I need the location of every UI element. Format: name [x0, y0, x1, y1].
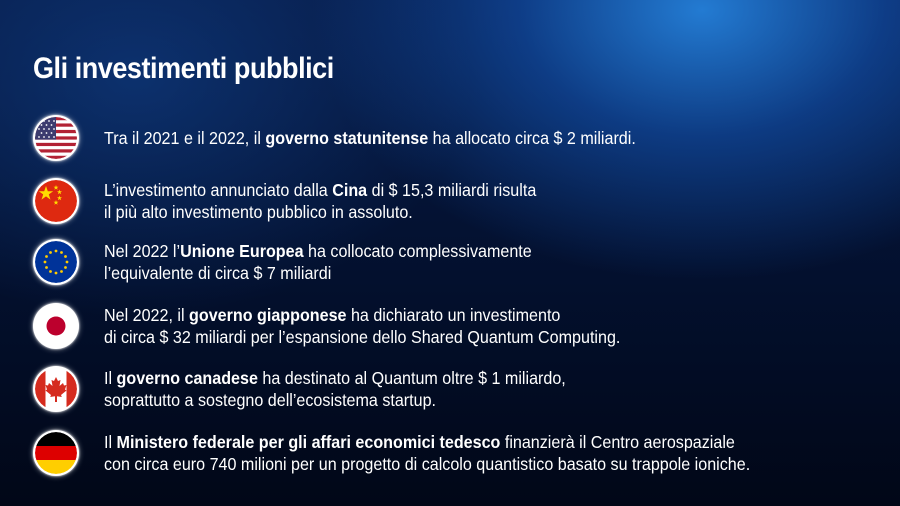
list-item-japan: [33, 302, 621, 350]
china-flag-icon: [33, 178, 79, 224]
text-line: di circa $ 32 miliardi per l’espansione dello Shared Quantum Computing.: [104, 327, 621, 347]
text-line: Il governo canadese ha destinato al Quantum oltre $ 1 miliardo,: [104, 368, 566, 388]
text-line: L’investimento annunciato dalla Cina di $ 15,3 miliardi risulta: [104, 180, 537, 200]
usa-flag-icon: [33, 115, 79, 161]
text-line: Nel 2022 l’Unione Europea ha collocato complessivamente: [104, 241, 532, 261]
item-text: [104, 127, 636, 149]
eu-flag-icon: [33, 239, 79, 285]
canada-flag-icon: [33, 366, 79, 412]
list-item-usa: [33, 114, 636, 162]
text-line: con circa euro 740 milioni per un progetto di calcolo quantistico basato su trappole ioniche.: [104, 454, 751, 474]
item-text: [104, 431, 750, 475]
japan-flag-icon: [33, 303, 79, 349]
text-line: l’equivalente di circa $ 7 miliardi: [104, 263, 332, 283]
text-line: Nel 2022, il governo giapponese ha dichiarato un investimento: [104, 305, 561, 325]
slide-title: Gli investimenti pubblici: [33, 52, 334, 85]
text-line: Tra il 2021 e il 2022, il governo statunitense ha allocato circa $ 2 miliardi.: [104, 128, 636, 148]
list-item-china: [33, 177, 537, 225]
item-text: [104, 367, 566, 411]
item-text: [104, 240, 532, 284]
item-text: [104, 304, 620, 348]
text-line: Il Ministero federale per gli affari economici tedesco finanzierà il Centro aerospaziale: [104, 432, 735, 452]
list-item-eu: [33, 238, 532, 286]
germany-flag-icon: [33, 430, 79, 476]
list-item-germany: [33, 429, 751, 477]
list-item-canada: [33, 365, 566, 413]
item-text: [104, 179, 536, 223]
text-line: il più alto investimento pubblico in assoluto.: [104, 202, 413, 222]
text-line: soprattutto a sostegno dell’ecosistema startup.: [104, 390, 437, 410]
